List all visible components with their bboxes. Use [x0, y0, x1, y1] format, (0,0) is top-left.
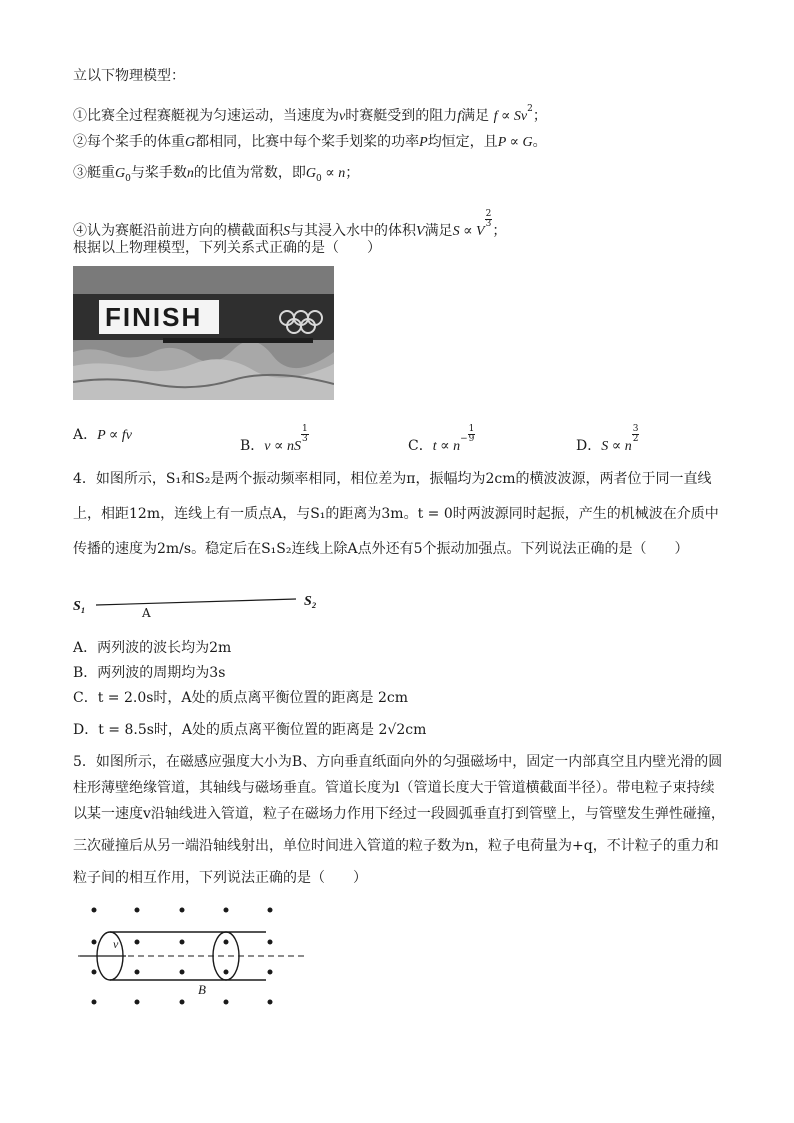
model-3: ③艇重$G_0$与桨手数n的比值为常数，即$G_0 \propto n$； — [73, 165, 360, 184]
model-1: ①比赛全过程赛艇视为匀速运动，当速度为v时赛艇受到的阻力f满足 $f \propto Sv^2$； — [73, 104, 547, 124]
finish-sign-text: FINISH — [105, 302, 203, 332]
model-2: ②每个桨手的体重G都相同，比赛中每个桨手划桨的功率P均恒定，且P ∝ G。 — [73, 134, 547, 150]
q5-line-3: 以某一速度v沿轴线进入管道，粒子在磁场力作用下经过一段圆弧垂直打到管壁上，与管壁发生弹性碰撞， — [73, 806, 725, 822]
fig-label-v: v — [113, 937, 119, 951]
formula: P ∝ G — [497, 135, 533, 150]
photo-art — [73, 266, 334, 400]
formula: f ∝ Sv — [493, 109, 528, 124]
q3-option-d[interactable]: D．S ∝ n $\frac{3}{2}$ — [576, 424, 639, 454]
q3-option-b[interactable]: B．v ∝ nS $\frac{1}{3}$ — [240, 424, 308, 454]
q4-line-2: 上，相距12m，连线上有一质点A，与S₁的距离为3m。t = 0时两波源同时起振，产生的机械波在介质中 — [73, 506, 719, 522]
q5-line-5: 粒子间的相互作用，下列说法正确的是（ ） — [73, 870, 367, 886]
q4-option-c[interactable]: C．t = 2.0s时，A处的质点离平衡位置的距离是 2cm — [73, 690, 409, 706]
rowing-finish-photo — [73, 266, 334, 400]
intro-line: 立以下物理模型： — [73, 68, 185, 84]
q5-line-4: 三次碰撞后从另一端沿轴线射出，单位时间进入管道的粒子数为n，粒子电荷量为+q，不计粒子的重力和 — [73, 838, 719, 854]
question-3-prompt: 根据以上物理模型，下列关系式正确的是（ ） — [73, 240, 381, 256]
q5-line-2: 柱形薄壁绝缘管道，其轴线与磁场垂直。管道长度为l（管道长度大于管道横截面半径）。带电粒子束持续 — [73, 780, 715, 796]
s1-s2-line — [96, 599, 296, 605]
fig-label-b: B — [198, 982, 206, 997]
q3-option-c[interactable]: C．t ∝ n− $\frac{1}{9}$ — [408, 424, 475, 454]
formula: S ∝ V — [452, 224, 485, 239]
q4-option-d[interactable]: D．t = 8.5s时，A处的质点离平衡位置的距离是 2√2cm — [73, 722, 427, 738]
q4-option-b[interactable]: B．两列波的周期均为3s — [73, 665, 226, 681]
q5-line-1: 5．如图所示，在磁感应强度大小为B、方向垂直纸面向外的匀强磁场中，固定一内部真空且内壁光滑的圆 — [73, 754, 723, 770]
q4-line-3: 传播的速度为2m/s。稳定后在S₁S₂连线上除A点外还有5个振动加强点。下列说法正确的是（ ） — [73, 541, 689, 557]
fig-label-a: A — [142, 606, 151, 620]
q4-line-1: 4．如图所示，S₁和S₂是两个振动频率相同，相位差为π，振幅均为2cm的横波波源，两者位于同一直线 — [73, 471, 712, 487]
q5-figure — [78, 898, 308, 1018]
fig-label-s2: S₂ — [304, 594, 317, 609]
fig-label-s1: S₁ — [73, 599, 86, 614]
q4-figure — [72, 586, 332, 626]
model-4: ④认为赛艇沿前进方向的横截面积S与其浸入水中的体积V满足S ∝ V $\frac{2}{3}$ ； — [73, 209, 507, 239]
q3-option-a[interactable]: A．P ∝ fv — [73, 427, 133, 443]
q4-option-a[interactable]: A．两列波的波长均为2m — [73, 640, 232, 656]
